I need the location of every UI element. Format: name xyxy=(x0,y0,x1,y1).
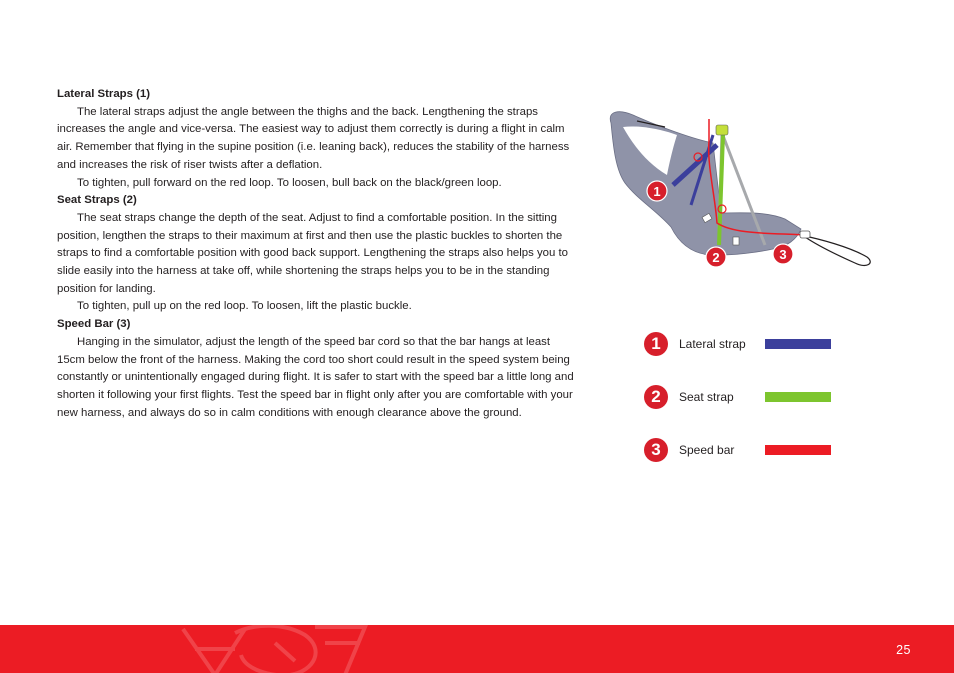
legend-number: 3 xyxy=(644,438,668,462)
legend-label: Seat strap xyxy=(679,390,734,404)
section-heading-speed-bar: Speed Bar (3) xyxy=(57,318,131,331)
speed-bar-loop xyxy=(800,235,870,265)
section-heading-lateral-straps: Lateral Straps (1) xyxy=(57,88,151,100)
page-number: 25 xyxy=(896,643,911,657)
section-heading-seat-straps: Seat Straps (2) xyxy=(57,194,137,207)
legend-item-speed-bar xyxy=(644,438,844,462)
harness-diagram xyxy=(605,105,880,270)
legend-label: Speed bar xyxy=(679,443,735,457)
instructions-text xyxy=(57,86,581,422)
legend-item-seat-strap xyxy=(644,385,844,409)
legend-swatch-green xyxy=(765,392,831,402)
carabiner xyxy=(716,125,728,135)
legend-swatch-red xyxy=(765,445,831,455)
diagram-marker-1-label: 1 xyxy=(653,184,661,199)
lateral-straps-instruction: To tighten, pull forward on the red loop. To loosen, bull back on the black/green loop. xyxy=(77,176,502,189)
brand-watermark-icon xyxy=(175,625,380,673)
legend-swatch-blue xyxy=(765,339,831,349)
diagram-marker-2-label: 2 xyxy=(712,250,720,265)
legend-number: 2 xyxy=(644,385,668,409)
speed-bar-paragraph: Hanging in the simulator, adjust the length of the speed bar cord so that the bar hangs at least 15cm below the front of the harness. Making the cord too short could result in the speed system being constantly or unintentionally engaged during flight. It is safer to start with the speed bar a little long and shorten it following your first flights. Test the speed bar in flight only after you are comfortable with your new harness, and always do so in calm conditions with enough clearance above the ground. xyxy=(57,335,574,419)
legend-item-lateral-strap xyxy=(644,332,844,356)
seat-straps-paragraph: The seat straps change the depth of the seat. Adjust to find a comfortable position. In the sitting position, lengthen the straps to their maximum at first and then use the plastic buckles to shorten the straps to find a comfortable position with good back support. Lengthening the straps also helps you to slide easily into the harness at take off, while shortening the straps helps you to be in the standing position for landing. xyxy=(57,211,568,295)
lateral-straps-paragraph: The lateral straps adjust the angle between the thighs and the back. Lengthening the straps increases the angle and vice-versa. The easiest way to adjust them correctly is during a flight in calm air. Remember that flying in the supine position (i.e. leaning back), reduces the stability of the harness and increases the risk of riser twists after a deflation. xyxy=(57,105,570,171)
legend-number: 1 xyxy=(644,332,668,356)
page-footer xyxy=(0,625,954,673)
diagram-marker-3-label: 3 xyxy=(779,247,787,262)
seat-straps-instruction: To tighten, pull up on the red loop. To loosen, lift the plastic buckle. xyxy=(77,300,412,313)
legend-label: Lateral strap xyxy=(679,337,746,351)
